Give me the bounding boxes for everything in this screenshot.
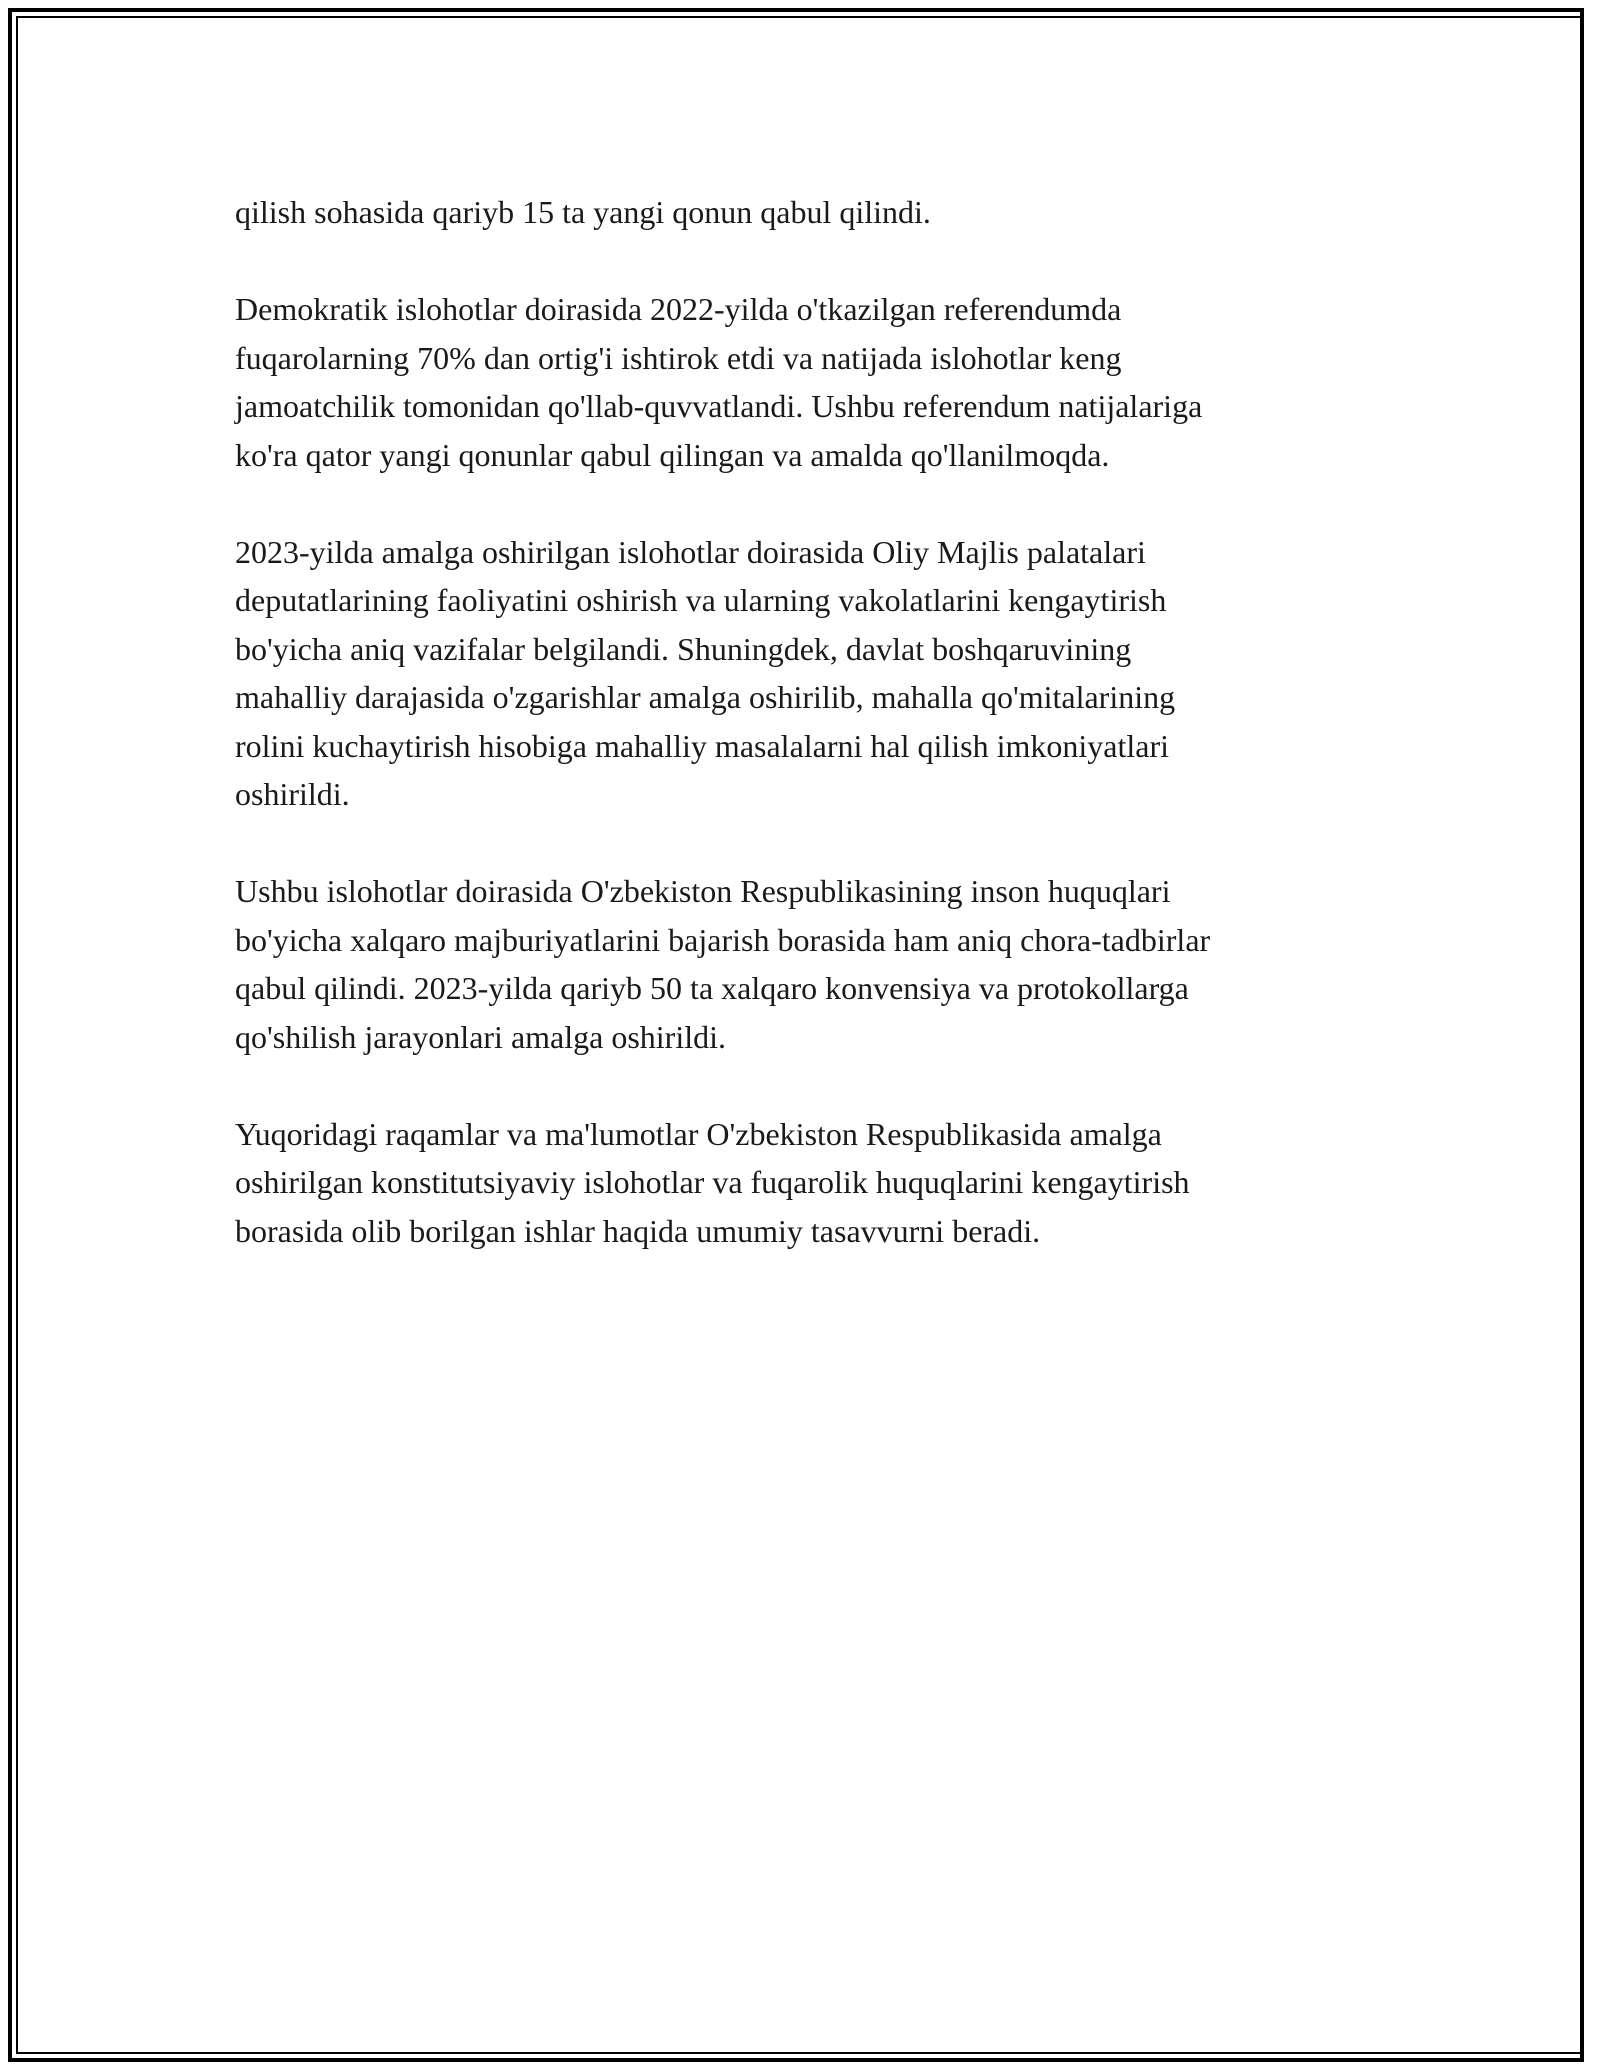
text-line: qabul qilindi. 2023-yilda qariyb 50 ta xalqaro konvensiya va protokollarga [235,970,1189,1006]
text-line: mahalliy darajasida o'zgarishlar amalga oshirilib, mahalla qo'mitalarining [235,679,1176,715]
text-line: oshirildi. [235,776,350,812]
text-line: ko'ra qator yangi qonunlar qabul qilingan va amalda qo'llanilmoqda. [235,436,1110,473]
text-line: 2023-yilda amalga oshirilgan islohotlar doirasida Oliy Majlis palatalari [235,533,1146,570]
paragraph-referendum [235,285,1365,479]
text-line: bo'yicha aniq vazifalar belgilandi. Shuningdek, davlat boshqaruvining [235,630,1132,667]
text-line: fuqarolarning 70% dan ortig'i ishtirok etdi va natijada islohotlar keng [235,339,1122,376]
text-line: Yuqoridagi raqamlar va ma'lumotlar O'zbekiston Respublikasida amalga [235,1115,1162,1152]
text-line: borasida olib borilgan ishlar haqida umumiy tasavvurni beradi. [235,1212,1041,1249]
document-body [235,188,1365,1304]
text-line: deputatlarining faoliyatini oshirish va ularning vakolatlarini kengaytirish [235,582,1167,618]
text-line: jamoatchilik tomonidan qo'llab-quvvatlandi. Ushbu referendum natijalariga [235,388,1203,424]
text-line: Demokratik islohotlar doirasida 2022-yilda o'tkazilgan referendumda [235,291,1122,327]
paragraph-reforms-2023 [235,528,1365,819]
text-line: oshirilgan konstitutsiyaviy islohotlar va fuqarolik huquqlarini kengaytirish [235,1164,1190,1200]
text-line: qilish sohasida qariyb 15 ta yangi qonun qabul qilindi. [235,194,931,230]
paragraph-continuation [235,188,1365,237]
text-line: rolini kuchaytirish hisobiga mahalliy masalalarni hal qilish imkoniyatlari [235,727,1170,764]
text-line: bo'yicha xalqaro majburiyatlarini bajarish borasida ham aniq chora-tadbirlar [235,921,1211,958]
paragraph-conclusion [235,1110,1365,1256]
paragraph-human-rights [235,867,1365,1061]
text-line: Ushbu islohotlar doirasida O'zbekiston Respublikasining inson huquqlari [235,873,1171,909]
text-line: qo'shilish jarayonlari amalga oshirildi. [235,1018,726,1055]
